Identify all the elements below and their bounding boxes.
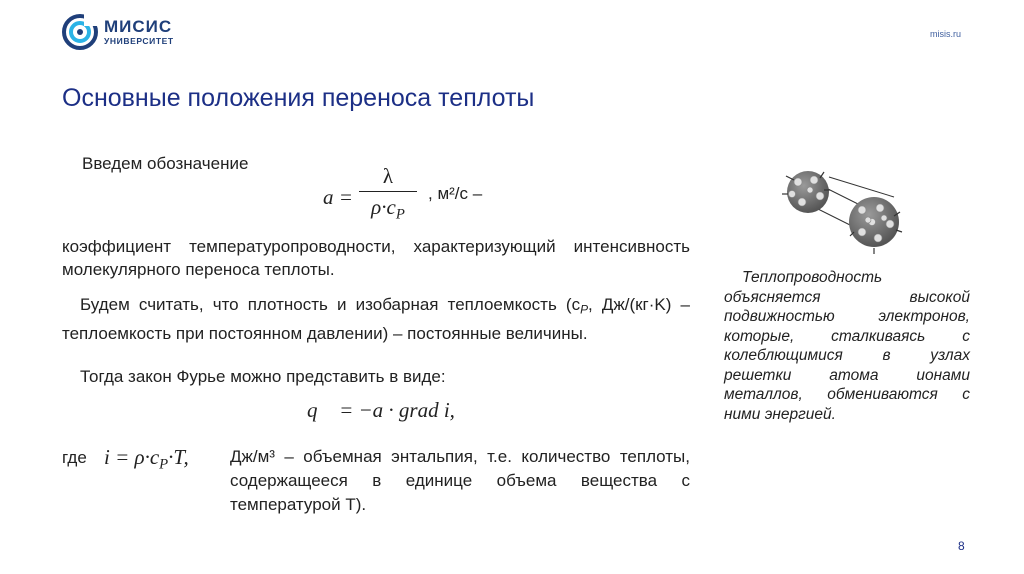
intro-text: Введем обозначение	[82, 154, 249, 173]
atom-collision-illustration	[774, 162, 914, 262]
enthalpy-formula-start: i = ρ·c	[104, 445, 160, 469]
enthalpy-formula	[104, 445, 189, 473]
logo-name: МИСИС	[104, 17, 173, 37]
misis-logo	[62, 14, 174, 50]
formula-numerator: λ	[382, 164, 394, 188]
paragraph-2-rest: , Дж/(кг·K) – теплоемкость при постоянном давлении) – постоянные величины.	[62, 295, 690, 343]
enthalpy-formula-rest: ·T,	[168, 445, 189, 469]
formula-denominator: ρ·c	[371, 195, 396, 219]
formula-lhs: a =	[323, 185, 353, 209]
formula-denominator-sub: P	[395, 206, 405, 223]
paragraph-2-sub: P	[580, 302, 589, 317]
paragraph-2	[62, 293, 690, 345]
paragraph-1: коэффициент температуропроводности, характеризующий интенсивность молекулярного переноса теплоты.	[62, 237, 690, 279]
page-number: 8	[958, 539, 965, 553]
enthalpy-description: Дж/м³ – объемная энтальпия, т.е. количество теплоты, содержащееся в единице объема вещества с температурой T).	[230, 447, 690, 514]
paragraph-3: Тогда закон Фурье можно представить в виде:	[80, 367, 446, 386]
paragraph-2-start: Будем считать, что плотность и изобарная теплоемкость (c	[80, 295, 581, 314]
enthalpy-formula-sub: P	[159, 456, 169, 473]
formula-units: , м²/с –	[428, 184, 483, 203]
slide-title: Основные положения переноса теплоты	[62, 84, 535, 112]
where-label: где	[62, 448, 87, 467]
site-url[interactable]: misis.ru	[930, 29, 961, 39]
illustration-caption: Теплопроводность объясняется высокой подвижностью электронов, которые, сталкиваясь с колеблющимися в узлах решетки атома ионами металлов, обмениваются с ними энергией.	[724, 269, 970, 423]
fourier-law-formula: q⃗ = −a · grad i,	[307, 398, 455, 422]
logo-subtitle: УНИВЕРСИТЕТ	[104, 36, 174, 47]
misis-logo-icon	[62, 14, 98, 50]
